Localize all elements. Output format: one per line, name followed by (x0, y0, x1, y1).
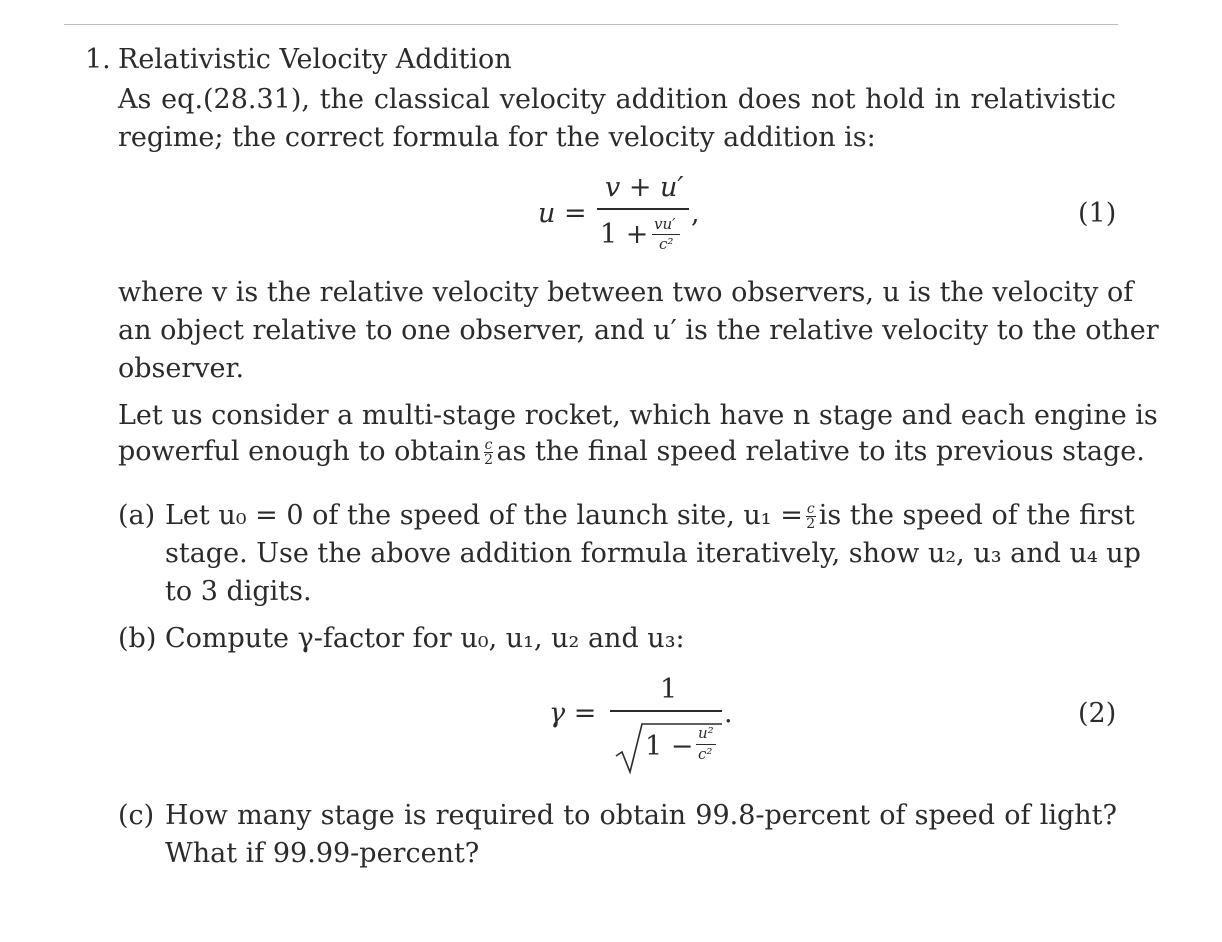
eq2-lhs: γ = (549, 698, 597, 729)
part-b-line-1: Compute γ-factor for u₀, u₁, u₂ and u₃: (165, 623, 685, 654)
where-line-2: an object relative to one observer, and u′ is the relative velocity to the other (118, 315, 1159, 346)
eq2-one-minus: 1 − (645, 731, 694, 762)
intro-line-2: regime; the correct formula for the velocity addition is: (118, 122, 876, 153)
rocket-line-1: Let us consider a multi-stage rocket, which have n stage and each engine is (118, 400, 1158, 431)
part-a-line-3: to 3 digits. (165, 576, 312, 607)
eq1-numerator: v + u′ (605, 172, 684, 203)
fraction-numerator: c (484, 437, 493, 453)
eq2-fraction-bar (610, 710, 722, 712)
rocket-line-2-end: as the final speed relative to its previous stage. (496, 436, 1145, 467)
eq1-number: (1) (1078, 198, 1117, 229)
eq1-trailing-comma: , (691, 198, 700, 229)
where-line-3: observer. (118, 353, 245, 384)
fraction-denominator: 2 (806, 516, 816, 532)
intro-line-1: As eq.(28.31), the classical velocity addition does not hold in relativistic (118, 84, 1116, 115)
fraction-denominator: 2 (484, 452, 493, 468)
eq2-small-numerator: u² (698, 724, 714, 742)
top-rule (64, 24, 1118, 25)
part-c-line-1: How many stage is required to obtain 99.8-percent of speed of light? (165, 800, 1117, 831)
u1-fraction (806, 502, 816, 531)
eq2-numerator: 1 (660, 674, 678, 705)
c-over-2-fraction (484, 438, 494, 467)
part-b-label: (b) (118, 623, 157, 654)
eq1-small-denominator: c² (659, 235, 674, 253)
eq1-denominator-one: 1 + (600, 219, 649, 250)
problem-number: 1. (85, 44, 111, 75)
fraction-numerator: c (806, 501, 815, 517)
part-c-label: (c) (118, 800, 155, 831)
part-a-line-1 (165, 502, 1135, 531)
part-a-label: (a) (118, 500, 156, 531)
part-a-line-1-start: Let u₀ = 0 of the speed of the launch site, u₁ = (165, 500, 803, 531)
eq2-small-denominator: c² (698, 745, 713, 763)
problem-title: Relativistic Velocity Addition (118, 44, 512, 75)
part-a-line-2: stage. Use the above addition formula iteratively, show u₂, u₃ and u₄ up (165, 538, 1141, 569)
part-a-line-1-end: is the speed of the first (818, 500, 1135, 531)
eq1-fraction-bar (597, 208, 689, 210)
rocket-line-2 (118, 438, 1145, 467)
rocket-line-2-start: powerful enough to obtain (118, 436, 481, 467)
eq2-trailing-period: . (724, 698, 733, 729)
eq2-number: (2) (1078, 698, 1117, 729)
where-line-1: where v is the relative velocity between two observers, u is the velocity of (118, 277, 1134, 308)
eq1-small-numerator: vu′ (654, 215, 676, 233)
part-c-line-2: What if 99.99-percent? (165, 838, 480, 869)
eq1-lhs: u = (538, 198, 587, 229)
